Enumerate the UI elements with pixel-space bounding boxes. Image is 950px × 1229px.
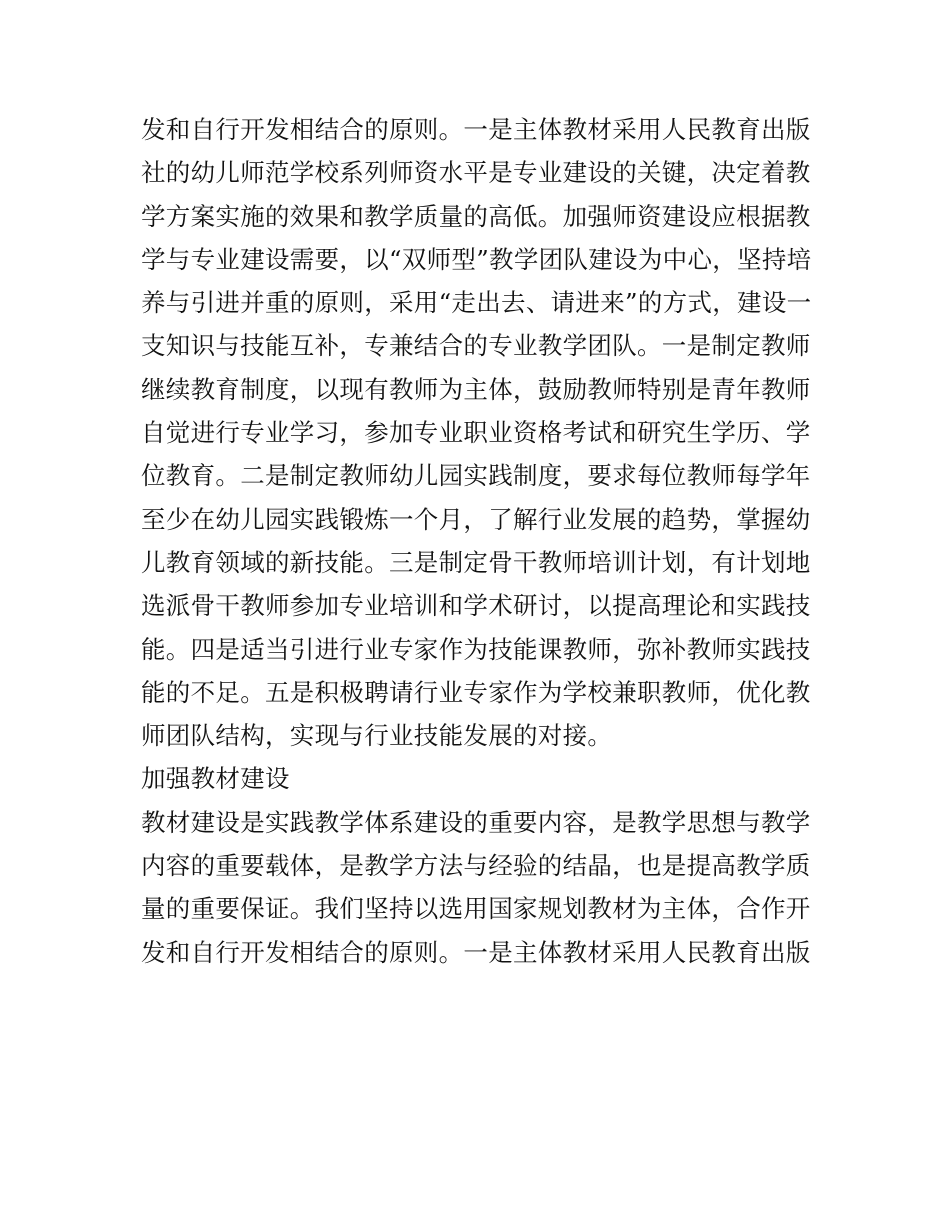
text-line: 学与专业建设需要，以“双师型”教学团队建设为中心，坚持培 (141, 244, 812, 274)
text-line: 能。四是适当引进行业专家作为技能课教师，弥补教师实践技 (141, 634, 811, 664)
text-line: 继续教育制度，以现有教师为主体，鼓励教师特别是青年教师 (141, 374, 811, 404)
text-line: 自觉进行专业学习，参加专业职业资格考试和研究生学历、学 (141, 418, 811, 448)
text-line: 学方案实施的效果和教学质量的高低。加强师资建设应根据教 (141, 201, 811, 231)
text-line: 发和自行开发相结合的原则。一是主体教材采用人民教育出版 (141, 115, 811, 144)
text-line: 能的不足。五是积极聘请行业专家作为学校兼职教师，优化教 (141, 677, 811, 707)
section-heading: 加强教材建设 (141, 764, 290, 794)
text-line: 教材建设是实践教学体系建设的重要内容，是教学思想与教学 (141, 807, 811, 837)
text-line: 至少在幼儿园实践锻炼一个月，了解行业发展的趋势，掌握幼 (141, 504, 811, 534)
text-line: 儿教育领域的新技能。三是制定骨干教师培训计划，有计划地 (141, 547, 811, 577)
text-line: 发和自行开发相结合的原则。一是主体教材采用人民教育出版 (141, 937, 811, 967)
text-line: 养与引进并重的原则，采用“走出去、请进来”的方式，建设一 (141, 288, 812, 318)
text-line: 内容的重要载体，是教学方法与经验的结晶，也是提高教学质 (141, 851, 811, 881)
text-line: 社的幼儿师范学校系列师资水平是专业建设的关键，决定着教 (141, 158, 811, 188)
text-line: 选派骨干教师参加专业培训和学术研讨，以提高理论和实践技 (141, 591, 811, 621)
text-line: 量的重要保证。我们坚持以选用国家规划教材为主体，合作开 (141, 894, 811, 924)
text-line: 支知识与技能互补，专兼结合的专业教学团队。一是制定教师 (141, 331, 811, 361)
body-text (141, 108, 821, 974)
text-line: 师团队结构，实现与行业技能发展的对接。 (141, 721, 613, 751)
text-line: 位教育。二是制定教师幼儿园实践制度，要求每位教师每学年 (141, 461, 811, 491)
